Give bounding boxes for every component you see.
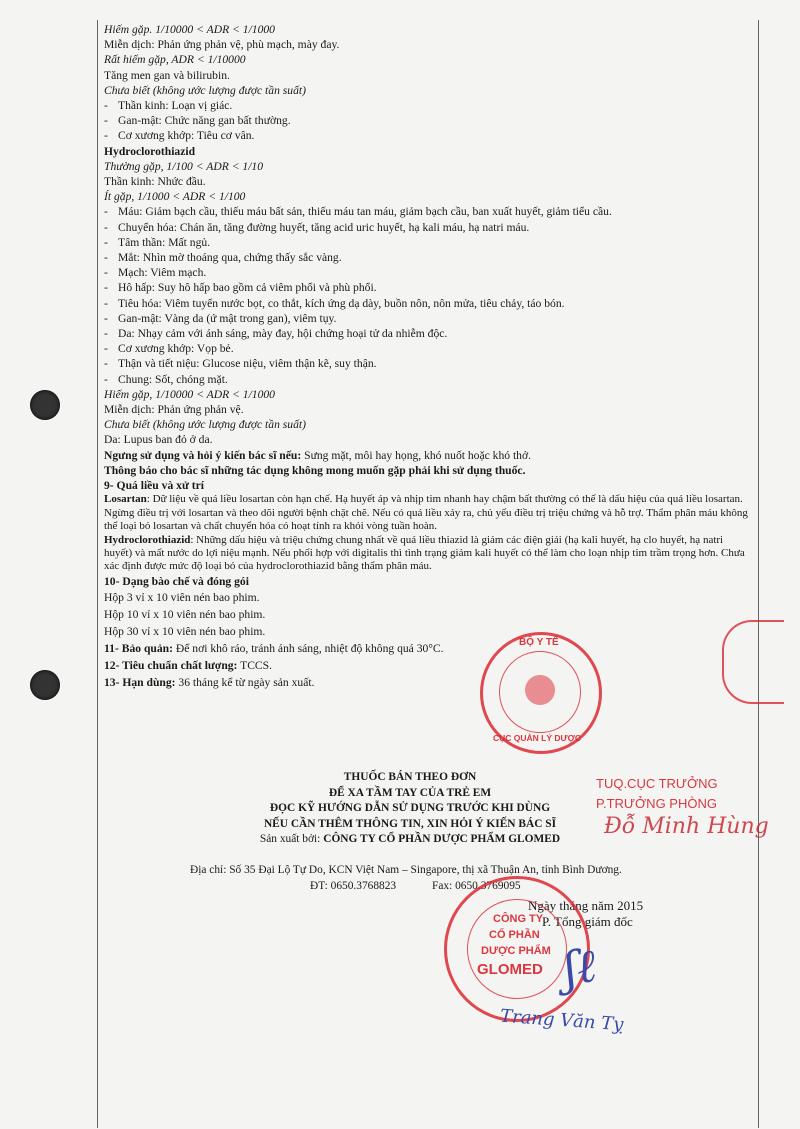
losartan-text: : Dữ liệu về quá liều losartan còn hạn chế. Hạ huyết áp và nhịp tim nhanh hay chậm bất thường có thể là dấu hiệu của quá liều losartan. Ngừng điều trị với losartan và theo dõi người bệnh chặt chẽ. Nếu có quá liều xảy ra, chủ yếu điều trị triệu chứng và hỗ trợ. Thẩm phân máu không thể loại bỏ losartan và chất chuyển hóa có hoạt tính ra khỏi vòng tuần hoàn. <box>104 493 748 533</box>
adr-list-item: - Hô hấp: Suy hô hấp bao gồm cả viêm phổi và phù phổi. <box>104 280 750 295</box>
stop-use-text: Sưng mặt, môi hay họng, khó nuốt hoặc khó thở. <box>301 448 531 462</box>
sign-role: P. Tổng giám đốc <box>542 914 633 929</box>
standard-line <box>104 657 750 674</box>
fax-line: Fax: 0650.3769095 <box>432 880 521 892</box>
expiry-text: 36 tháng kể từ ngày sản xuất. <box>175 675 315 689</box>
sign-date: Ngày tháng năm 2015 <box>528 898 644 913</box>
adr-line: Thần kinh: Nhức đầu. <box>104 175 206 189</box>
ministry-stamp <box>480 632 602 754</box>
storage-line <box>104 640 750 657</box>
standard-label: 12- Tiêu chuẩn chất lượng: <box>104 658 238 672</box>
storage-label: 11- Bảo quản: <box>104 641 173 655</box>
punch-hole-top <box>30 390 60 420</box>
info-notice: NẾU CẦN THÊM THÔNG TIN, XIN HỎI Ý KIẾN BÁC SĨ <box>263 817 557 830</box>
adr-list-item: - Cơ xương khớp: Tiêu cơ vân. <box>104 128 750 143</box>
stop-use-line <box>104 448 750 463</box>
adr-line: Rất hiếm gặp, ADR < 1/10000 <box>104 53 246 67</box>
losartan-label: Losartan <box>104 493 147 506</box>
adr-line: Miễn dịch: Phản ứng phản vệ, phù mạch, mày đay. <box>104 38 340 52</box>
adr-list-item: - Tâm thần: Mất ngủ. <box>104 235 750 250</box>
stop-use-label: Ngưng sử dụng và hỏi ý kiến bác sĩ nếu: <box>104 448 302 462</box>
adr-line: Thường gặp, 1/100 < ADR < 1/10 <box>104 159 264 173</box>
rx-notice: THUỐC BÁN THEO ĐƠN <box>343 771 477 783</box>
company-stamp-line2: CỔ PHẦN <box>489 929 540 941</box>
approval-title-1: TUQ.CỤC TRƯỞNG <box>596 776 718 791</box>
read-notice: ĐỌC KỸ HƯỚNG DẪN SỬ DỤNG TRƯỚC KHI DÙNG <box>269 802 551 814</box>
address-line: Địa chỉ: Số 35 Đại Lộ Tự Do, KCN Việt Nam – Singapore, thị xã Thuận An, tỉnh Bình Dương. <box>190 864 622 876</box>
overdose-hct <box>104 534 750 574</box>
adr-list-item: - Tiêu hóa: Viêm tuyến nước bọt, co thắt, kích ứng dạ dày, buồn nôn, nôn mửa, tiêu chảy, táo bón. <box>104 296 750 311</box>
adr-line: Chưa biết (không ước lượng được tần suất) <box>104 83 306 97</box>
company-stamp-line4: GLOMED <box>477 961 543 978</box>
pack-line: Hộp 30 vỉ x 10 viên nén bao phim. <box>104 624 266 638</box>
company-stamp-line3: DƯỢC PHẨM <box>481 945 551 957</box>
standard-text: TCCS. <box>237 658 273 672</box>
emblem-icon <box>525 675 555 705</box>
adr-list-item: - Gan-mật: Vàng da (ứ mật trong gan), viêm tụy. <box>104 311 750 326</box>
adr-line: Ít gặp, 1/1000 < ADR < 1/100 <box>104 190 246 204</box>
adr-list-item: - Chung: Sốt, chóng mặt. <box>104 372 750 387</box>
section-heading-hct: Hydroclorothiazid <box>104 144 196 158</box>
manufacturer-line <box>150 832 670 848</box>
child-notice: ĐỂ XA TẦM TAY CỦA TRẺ EM <box>328 786 492 799</box>
adr-list-item: - Gan-mật: Chức năng gan bất thường. <box>104 113 750 128</box>
expiry-label: 13- Hạn dùng: <box>104 675 176 689</box>
approval-signature: Đỗ Minh Hùng <box>604 814 769 839</box>
side-stamp-fragment <box>722 620 784 704</box>
manufacturer-name: CÔNG TY CỔ PHẦN DƯỢC PHẨM GLOMED <box>323 833 561 845</box>
director-signature-mark: ʃℓ <box>560 938 600 996</box>
expiry-line <box>104 674 750 691</box>
storage-text: Để nơi khô ráo, tránh ánh sáng, nhiệt độ không quá 30°C. <box>172 641 444 655</box>
pack-line: Hộp 3 vỉ x 10 viên nén bao phim. <box>104 590 260 604</box>
adr-list-item: - Chuyển hóa: Chán ăn, tăng đường huyết, tăng acid uric huyết, hạ kali máu, hạ natri máu. <box>104 220 750 235</box>
adr-list-item: - Thận và tiết niệu: Glucose niệu, viêm thận kẽ, suy thận. <box>104 356 750 371</box>
adr-list-item: - Mắt: Nhìn mờ thoáng qua, chứng thấy sắc vàng. <box>104 250 750 265</box>
footer-block <box>150 770 670 848</box>
adr-line: Chưa biết (không ước lượng được tần suất) <box>104 418 306 432</box>
dosage-heading: 10- Dạng bào chế và đóng gói <box>104 574 249 588</box>
adr-line: Miễn dịch: Phản ứng phản vệ. <box>104 403 244 417</box>
adr-line: Hiếm gặp. 1/10000 < ADR < 1/1000 <box>104 23 275 36</box>
pack-line: Hộp 10 vỉ x 10 viên nén bao phim. <box>104 607 266 621</box>
hct-text: : Những dấu hiệu và triệu chứng chung nhất về quá liều thiazid là giảm các điện giải (hạ kali huyết, hạ clo huyết, hạ natri huyết) và mất nước do lợi niệu mạnh. Nếu phối hợp với digitalis thì tình trạng giảm kali huyết có thể làm cho loạn nhịp tim trầm trọng hơn. Chưa xác định được mức độ loại bỏ của hydroclorothiazid bằng thẩm phân máu. <box>104 533 745 573</box>
adr-list-item: - Cơ xương khớp: Vọp bẻ. <box>104 341 750 356</box>
ministry-stamp-bottom: CỤC QUẢN LÝ DƯỢC <box>493 733 581 743</box>
overdose-heading: 9- Quá liều và xử trí <box>104 479 205 493</box>
adr-line: Da: Lupus ban đỏ ở da. <box>104 433 213 447</box>
adr-line: Tăng men gan và bilirubin. <box>104 68 230 82</box>
manufacturer-label: Sản xuất bởi: <box>259 833 321 845</box>
adr-list-item: - Mạch: Viêm mạch. <box>104 265 750 280</box>
hct-label: Hydroclorothiazid <box>104 533 191 546</box>
adr-line: Hiếm gặp, 1/10000 < ADR < 1/1000 <box>104 387 275 401</box>
adr-list-item: - Thần kinh: Loạn vị giác. <box>104 98 750 113</box>
approval-title-2: P.TRƯỞNG PHÒNG <box>596 796 717 811</box>
notice-line: Thông báo cho bác sĩ những tác dụng không mong muốn gặp phải khi sử dụng thuốc. <box>104 463 526 477</box>
company-stamp-line1: CÔNG TY <box>493 913 544 925</box>
director-name: Trang Văn Tỵ <box>499 1005 624 1036</box>
punch-hole-bottom <box>30 670 60 700</box>
document-body <box>104 22 750 691</box>
adr-list-item: - Da: Nhạy cảm với ánh sáng, mày đay, hội chứng hoại tử da nhiễm độc. <box>104 326 750 341</box>
ministry-stamp-top: BỘ Y TẾ <box>519 637 559 648</box>
phone-line: ĐT: 0650.3768823 <box>310 880 397 892</box>
overdose-losartan <box>104 493 750 533</box>
adr-list-item: - Máu: Giảm bạch cầu, thiếu máu bất sản, thiếu máu tan máu, giảm bạch cầu, ban xuất huyết, giảm tiểu cầu. <box>104 204 750 219</box>
